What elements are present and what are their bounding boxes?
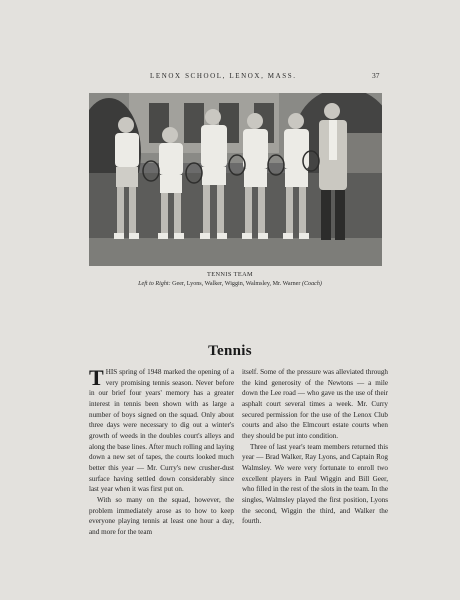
caption-coach: (Coach): [301, 281, 322, 287]
paragraph: Three of last year's team members returned this year — Brad Walker, Ray Lyons, and Captain Rog Walmsley. We were very fortunate to enroll two excellent players in Paul Wiggin and Bill Geer, who filled in the rest of the slots in the team. In the singles, Walmsley played the first position, Lyons the second, Wiggin the third, and Walker the fourth.: [242, 442, 388, 526]
team-photo: [89, 93, 382, 266]
article-title: Tennis: [208, 343, 252, 359]
article-right-column: [242, 367, 388, 527]
photo-caption-title: TENNIS TEAM: [206, 271, 254, 278]
article-left-column: [89, 367, 234, 538]
photo-caption-names: [0, 281, 460, 287]
paragraph: With so many on the squad, however, the problem immediately arose as to how to keep everyone playing tennis at least one hour a day, and more for the team: [89, 495, 234, 536]
team-photo-image: [89, 93, 382, 266]
paragraph: [89, 367, 234, 495]
paragraph-text: HIS spring of 1948 marked the opening of a very promising tennis season. Never before in our brief four years' memory has a greater interest in tennis been shown with as large a number of boys signed on the squad. Only about three days were necessary to dig out a winter's growth of weeds in the doubles court's alleys and along the base lines. After much rolling and laying down a new set of tapes, the courts looked much better this year — Mr. Curry's new crusher-dust surface having settled down considerably since last year when it was first put on.: [89, 368, 234, 494]
page-number: 37: [372, 71, 380, 80]
running-head: LENOX SCHOOL, LENOX, MASS.: [150, 72, 297, 80]
caption-names-list: Geer, Lyons, Walker, Wiggin, Walmsley, Mr. Warner: [172, 281, 301, 287]
caption-lead: Left to Right:: [138, 281, 171, 287]
drop-cap: T: [89, 365, 104, 390]
paragraph: itself. Some of the pressure was alleviated through the kind generosity of the Newtons — a mile down the Lee road — who gave us the use of their asphalt court several times a week. Mr. Curry secured permission for the use of the Lenox Club courts and also the Elmcourt estate courts when they should be put into condition.: [242, 368, 388, 440]
